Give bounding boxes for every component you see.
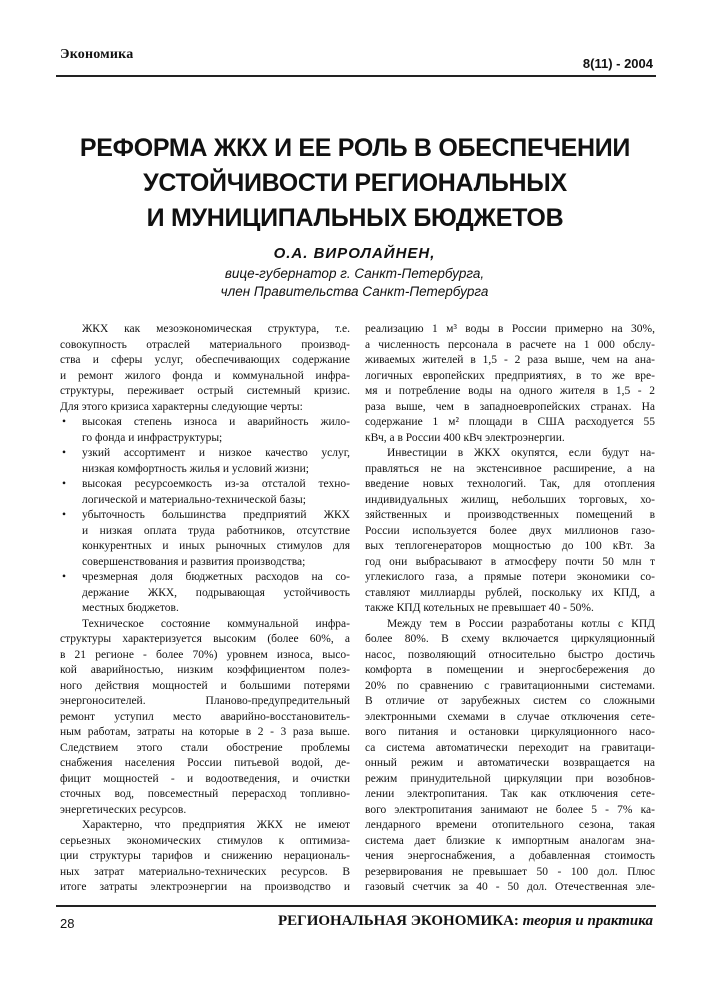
text-line: ставляют миллиарды рублей, поскольку их КПД, а <box>365 586 655 599</box>
text-line: раза выше, чем в западноевропейских странах. На <box>365 400 655 413</box>
text-line: узкий ассортимент и низкое качество услуг, <box>82 447 350 459</box>
text-line: снабжения населения России питьевой водой, де- <box>60 757 350 769</box>
text-line: год они выбрасывают в атмосферу почти 50 млн т <box>365 555 655 568</box>
text-line: совершенствования и развития производства; <box>82 555 306 568</box>
text-line: резервирования не превышает 50 - 100 дол. Плюс <box>365 865 655 878</box>
text-line: ремонт уступил место аварийно-восстановитель- <box>60 710 350 723</box>
text-line: В отличие от зарубежных систем со сложными <box>365 695 655 707</box>
text-line: кой аварийностью, низким коэффициентом полез- <box>60 664 350 676</box>
text-line: в 21 регионе - более 70%) уровнем износа, высо- <box>60 648 350 661</box>
text-line: убыточность большинства предприятий ЖКХ <box>82 509 350 521</box>
text-line: Техническое состояние коммунальной инфра- <box>82 617 350 630</box>
text-line: а численность персонала в расчете на 1 000 обслу- <box>365 338 655 351</box>
text-line: Инвестиции в ЖКХ окупятся, если будут на- <box>387 447 655 459</box>
text-line: вого питания и остановки циркуляционного насо- <box>365 726 655 738</box>
text-line: индивидуальных жилищ, небольших торговых, хо- <box>365 493 655 506</box>
text-line: ным работам, затраты на которые в 2 - 3 раза выше. <box>60 726 350 738</box>
text-line: Для этого кризиса характерны следующие черты: <box>60 400 303 413</box>
text-line: зяйственных и производственных помещений в <box>365 509 655 521</box>
bullet-item <box>60 415 350 446</box>
text-line: правляться не на экстенсивное расширение, а на <box>365 462 655 475</box>
bullet-icon: • <box>62 571 67 583</box>
text-line: сточных вод, повсеместный перерасход топливно- <box>60 788 350 800</box>
page-number: 28 <box>60 916 75 931</box>
bullet-item <box>60 446 350 477</box>
text-line: лендарного времени отопительного сезона, такая <box>365 819 655 831</box>
bullet-item <box>60 508 350 570</box>
affiliation-line: член Правительства Санкт-Петербурга <box>220 284 489 299</box>
title-line: РЕФОРМА ЖКХ И ЕЕ РОЛЬ В ОБЕСПЕЧЕНИИ <box>79 134 631 162</box>
text-line: логичных европейских предприятиях, в то же вре- <box>365 369 655 382</box>
text-line: го фонда и инфраструктуры; <box>82 431 223 444</box>
text-line: кВч, а в России 400 кВч электроэнергии. <box>365 431 565 444</box>
title-line: УСТОЙЧИВОСТИ РЕГИОНАЛЬНЫХ <box>143 169 567 197</box>
text-line: режим принудительной циркуляции при возобнов- <box>365 772 655 785</box>
text-line: высокая степень износа и аварийность жило- <box>82 416 350 428</box>
text-line: структуры характеризуется высоким (более 60%, а <box>60 633 350 645</box>
text-line: онный режим и автоматически возвращается на <box>365 757 655 769</box>
text-line: чения энергоснабжения, а добавленная стоимость <box>365 850 655 862</box>
affiliation-line: вице-губернатор г. Санкт-Петербурга, <box>224 266 485 281</box>
bullet-icon: • <box>62 509 67 521</box>
text-line: России используется более двух миллионов газо- <box>365 524 655 537</box>
text-column-right <box>365 322 655 896</box>
text-line: система дает близкие к импортным аналогам зна- <box>365 834 655 847</box>
text-line: держание ЖКХ, подрывающая устойчивость <box>82 586 350 599</box>
bullet-item <box>60 477 350 508</box>
text-line: содержание 1 м² площади в США расходуется 55 <box>365 416 655 428</box>
text-line: электронными схемами в случае отключения сете- <box>365 710 655 723</box>
text-line: логической и материально-технической базы; <box>82 493 306 506</box>
text-line: чрезмерная доля бюджетных расходов на со- <box>82 571 350 583</box>
text-line: фицит мощностей - и водоотведения, и очистки <box>60 772 350 785</box>
text-line: конкурентных и иных рыночных стимулов для <box>82 540 350 552</box>
text-line: совокупность отраслей материального производ- <box>60 338 350 351</box>
text-line: и ремонт жилого фонда и коммунальной инфра- <box>60 369 350 382</box>
text-line: са система автоматически переходит на гравитаци- <box>365 741 655 754</box>
text-line: ции структуры тарифов и снижению нерациональ- <box>60 850 350 862</box>
text-line: энергоносителей. Планово-предупредительный <box>60 695 350 707</box>
bullet-item <box>60 570 350 617</box>
text-line: введение новых технологий. Так, для отопления <box>365 478 655 490</box>
title-line: И МУНИЦИПАЛЬНЫХ БЮДЖЕТОВ <box>146 204 564 232</box>
text-line: высокая ресурсоемкость из-за отсталой техно- <box>82 478 350 490</box>
bullet-icon: • <box>62 416 67 428</box>
text-line: живаемых жителей в 1,5 - 2 раза выше, чем на ана- <box>365 354 655 366</box>
text-line: энергетических ресурсов. <box>60 803 187 816</box>
author-name: О.А. ВИРОЛАЙНЕН, <box>273 245 436 262</box>
text-line: мя и потребление воды на одного жителя в 1,5 - 2 <box>365 385 655 397</box>
journal-name-italic: теория и практика <box>522 913 653 929</box>
text-line: 20% по сравнению с гравитационными системами. <box>365 679 655 692</box>
text-line: серьезных экономических стимулов к оптимиза- <box>60 834 350 847</box>
bullet-icon: • <box>62 478 67 490</box>
bullet-icon: • <box>62 447 67 459</box>
text-line: ных затрат материально-технических ресурсов. В <box>60 865 350 878</box>
text-line: и низкая оплата труда работников, отсутствие <box>82 524 350 537</box>
text-line: более 80%. В схему включается циркуляционный <box>365 633 655 645</box>
text-line: итоге затраты электроэнергии на производство и <box>60 881 350 893</box>
text-line: также КПД котельных не превышает 40 - 50%. <box>365 602 594 614</box>
text-line: Между тем в России разработаны котлы с КПД <box>387 617 655 630</box>
text-line: газовый счетчик за 40 - 50 дол. Отечественная эле- <box>365 881 655 893</box>
text-line: структуры, переживает острый системный кризис. <box>60 385 350 397</box>
text-line: лении электропитания. Так как отключения сете- <box>365 788 655 800</box>
article-title <box>40 131 670 236</box>
text-line: Характерно, что предприятия ЖКХ не имеют <box>82 819 350 831</box>
author-affiliation <box>0 265 709 301</box>
journal-name-bold: РЕГИОНАЛЬНАЯ ЭКОНОМИКА: <box>277 913 519 929</box>
issue-number: 8(11) - 2004 <box>582 56 653 71</box>
footer-rule <box>56 905 656 907</box>
header-rule <box>56 75 656 77</box>
text-line: реализацию 1 м³ воды в России примерно на 30%, <box>365 323 655 335</box>
text-line: насос, позволяющий относительно быстро достичь <box>365 648 655 661</box>
text-line: местных бюджетов. <box>82 602 179 614</box>
text-line: углекислого газа, а прямые потери экономики со- <box>365 571 655 583</box>
text-line: ства и сферы услуг, обеспечивающих содержание <box>60 354 350 366</box>
text-line: низкая комфортность жилья и условий жизни; <box>82 462 309 475</box>
section-running-head: Экономика <box>60 47 134 62</box>
journal-name <box>278 913 653 930</box>
text-column-left <box>60 322 350 896</box>
text-line: ЖКХ как мезоэкономическая структура, т.е. <box>82 323 350 335</box>
text-line: вого электропитания занимают не более 5 - 7% ка- <box>365 803 655 816</box>
text-line: ного действия мощностей и большими потерями <box>60 679 350 692</box>
text-line: Следствием этого стали обострение проблемы <box>60 741 350 754</box>
text-line: вых теплогенераторов мощностью до 100 кВт. За <box>365 540 655 552</box>
text-line: комфорта в помещении и энергосбережения до <box>365 664 655 676</box>
